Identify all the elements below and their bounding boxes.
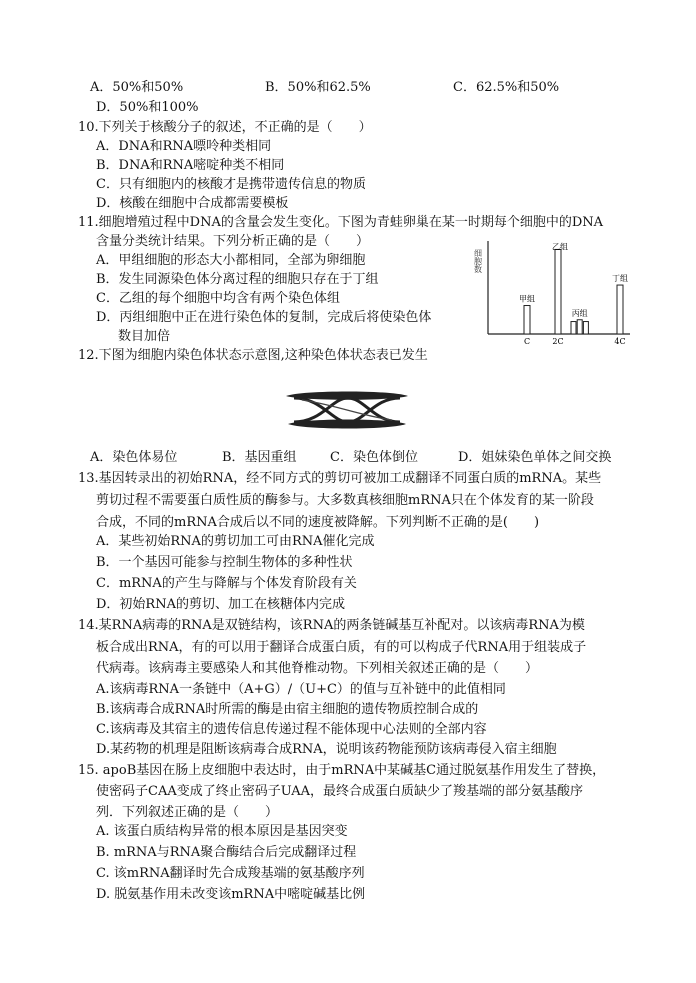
x-tick-label: C [523, 337, 531, 346]
q15-stem-line-2: 使密码子CAA变成了终止密码子UAA，最终合成蛋白质缺少了羧基端的部分氨基酸序 [96, 784, 584, 799]
q11-option-d: D．丙组细胞中正在进行染色体的复制，完成后将使染色体 [96, 310, 432, 325]
q10-option-b: B．DNA和RNA嘧啶种类不相同 [96, 158, 285, 173]
x-tick-label: 4C [614, 337, 626, 346]
chromosome-state-diagram [282, 386, 412, 432]
q13-option-d: D．初始RNA的剪切、加工在核糖体内完成 [96, 597, 345, 612]
q14-option-a: A.该病毒RNA一条链中（A+G）/（U+C）的值与互补链中的此值相同 [96, 682, 506, 697]
group-label: 乙组 [552, 242, 568, 252]
q15-option-a: A. 该蛋白质结构异常的根本原因是基因突变 [96, 824, 348, 839]
bar-3 [577, 320, 582, 334]
q12-option-b: B．基因重组 [222, 450, 297, 465]
q14-option-b: B.该病毒合成RNA时所需的酶是由宿主细胞的遗传物质控制合成的 [96, 702, 479, 717]
q14-stem-line-3: 代病毒。该病毒主要感染人和其他脊椎动物。下列相关叙述正确的是（ ） [96, 661, 539, 676]
q13-stem-line-3: 合成，不同的mRNA合成后以不同的速度被降解。下列判断不正确的是( ) [96, 515, 540, 530]
group-label: 甲组 [519, 294, 535, 304]
q11-option-d-cont: 数目加倍 [118, 329, 171, 344]
q9-option-d: D．50%和100% [96, 100, 199, 115]
q12-option-a: A．染色体易位 [90, 450, 178, 465]
bar-1 [555, 249, 561, 334]
x-tick-label: 2C [552, 337, 564, 346]
group-label: 丙组 [571, 308, 588, 318]
q15-stem-line-1: 15. apoB基因在肠上皮细胞中表达时，由于mRNA中某碱基C通过脱氨基作用发生了替换， [78, 763, 606, 778]
q9-option-a: A．50%和50% [90, 80, 184, 95]
q11-stem-line-2: 含量分类统计结果。下列分析正确的是（ ） [96, 234, 370, 249]
q9-option-c: C．62.5%和50% [453, 80, 560, 95]
q14-option-d: D.某药物的机理是阻断该病毒合成RNA，说明该药物能预防该病毒侵入宿主细胞 [96, 742, 557, 757]
q10-option-c: C．只有细胞内的核酸才是携带遗传信息的物质 [96, 177, 366, 192]
q11-stem-line-1: 11.细胞增殖过程中DNA的含量会发生变化。下图为青蛙卵巢在某一时期每个细胞中的DNA [78, 215, 604, 230]
bar-5 [617, 285, 623, 334]
q15-option-b: B. mRNA与RNA聚合酶结合后完成翻译过程 [96, 845, 357, 860]
q13-option-c: C．mRNA的产生与降解与个体发育阶段有关 [96, 576, 357, 591]
q15-option-c: C. 该mRNA翻译时先合成羧基端的氨基酸序列 [96, 866, 365, 881]
q13-stem-line-2: 剪切过程不需要蛋白质性质的酶参与。大多数真核细胞mRNA只在个体发育的某一阶段 [96, 493, 594, 508]
q12-option-d: D．姐妹染色单体之间交换 [458, 450, 612, 465]
bar-2 [571, 322, 576, 334]
q13-stem-line-1: 13.基因转录出的初始RNA，经不同方式的剪切可被加工成翻译不同蛋白质的mRNA。某些 [78, 471, 602, 486]
y-axis-label: 细胞数 [473, 249, 483, 273]
q12-option-c: C．染色体倒位 [330, 450, 418, 465]
q11-option-a: A．甲组细胞的形态大小都相同，全部为卵细胞 [96, 253, 366, 268]
bar-4 [583, 322, 588, 334]
q12-stem: 12.下图为细胞内染色体状态示意图,这种染色体状态表已发生 [78, 348, 428, 363]
q9-option-b: B．50%和62.5% [265, 80, 371, 95]
dna-content-bar-chart [470, 237, 640, 347]
q11-option-b: B．发生同源染色体分离过程的细胞只存在于丁组 [96, 272, 379, 287]
q14-option-c: C.该病毒及其宿主的遗传信息传递过程不能体现中心法则的全部内容 [96, 722, 487, 737]
q15-stem-line-3: 列．下列叙述正确的是（ ） [96, 805, 279, 820]
q14-stem-line-2: 板合成出RNA，有的可以用于翻译合成蛋白质，有的可以构成子代RNA用于组装成子 [96, 640, 587, 655]
q15-option-d: D. 脱氨基作用未改变该mRNA中嘧啶碱基比例 [96, 887, 366, 902]
q13-option-b: B．一个基因可能参与控制生物体的多种性状 [96, 555, 353, 570]
bar-0 [524, 306, 530, 334]
group-label: 丁组 [612, 274, 628, 284]
q10-option-a: A．DNA和RNA嘌呤种类相同 [96, 139, 272, 154]
q10-stem: 10.下列关于核酸分子的叙述，不正确的是（ ） [78, 120, 372, 135]
q13-option-a: A．某些初始RNA的剪切加工可由RNA催化完成 [96, 534, 375, 549]
q10-option-d: D．核酸在细胞中合成都需要模板 [96, 196, 289, 211]
q11-option-c: C．乙组的每个细胞中均含有两个染色体组 [96, 291, 340, 306]
q14-stem-line-1: 14.某RNA病毒的RNA是双链结构，该RNA的两条链碱基互补配对。以该病毒RNA为模 [78, 618, 585, 633]
